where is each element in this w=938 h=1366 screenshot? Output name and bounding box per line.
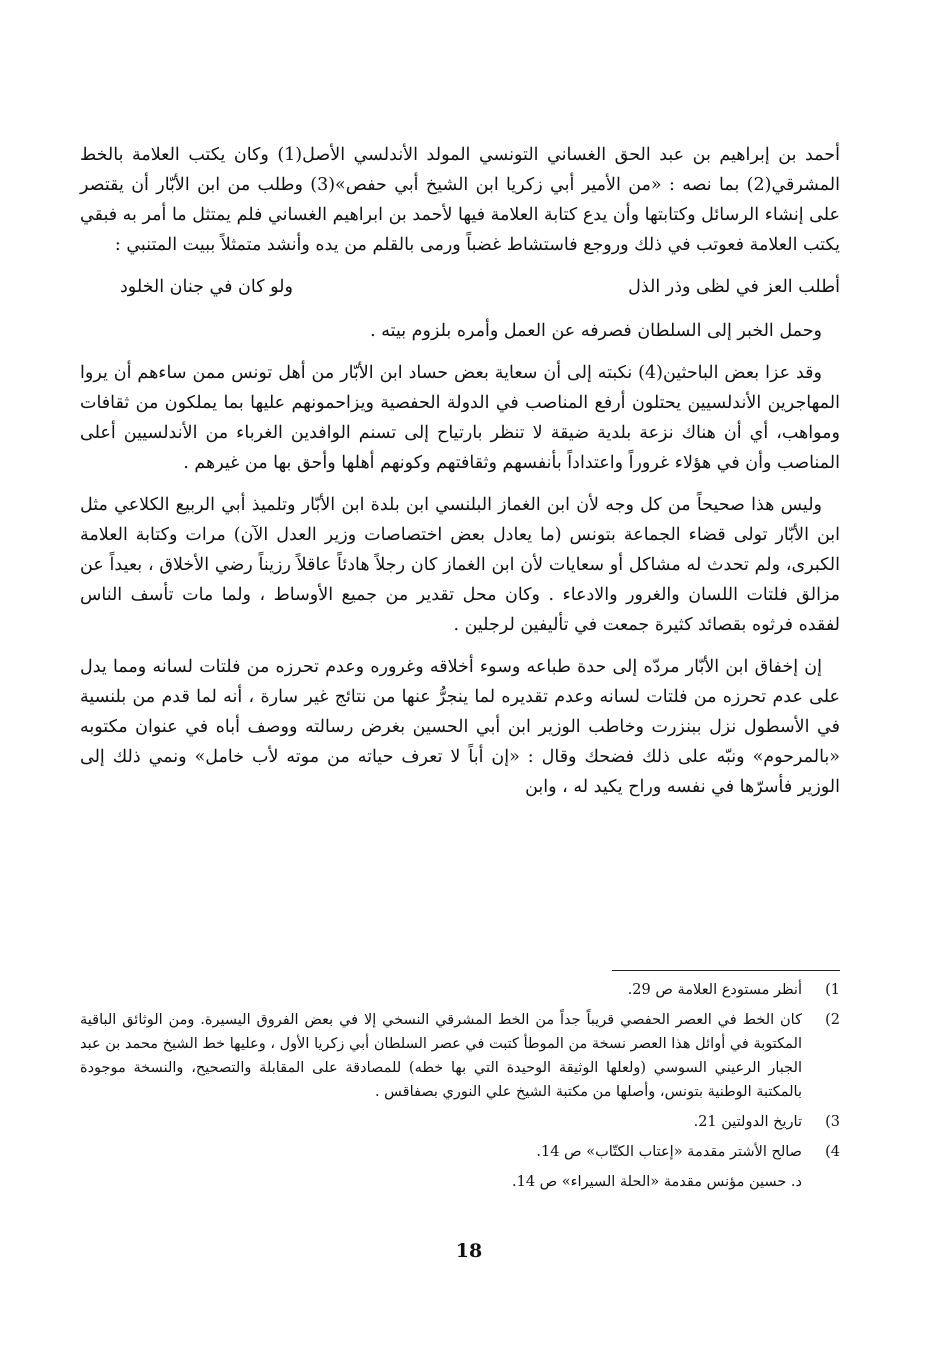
footnote-4-continuation [80,1170,840,1194]
poetry-verse [80,272,840,302]
footnote-number: 1) [825,982,840,998]
footnote-3 [80,1110,840,1134]
verse-second-hemistich: ولو كان في جنان الخلود [120,277,293,297]
footnote-text: د. حسين مؤنس مقدمة «الحلة السيراء» ص 14. [512,1174,802,1190]
footnote-4 [80,1140,840,1164]
paragraph-2: وحمل الخبر إلى السلطان فصرفه عن العمل وأمره بلزوم بيته . [370,321,822,341]
footnote-number: 3) [825,1114,840,1130]
paragraph-5: إن إخفاق ابن الأبّار مردّه إلى حدة طباعه وسوء أخلاقه وغروره وعدم تحرزه من فلتات لسانه ومما يدل على عدم تحرزه من فلتات لسانه وعدم تقديره لما ينجرُّ عنها من نتائج غير سارة ، أنه لما قدم من بلنسية في الأسطول نزل ببنزرت وخاطب الوزير ابن أبي الحسين بغرض رسالته ووصف أباه في عنوان مكتوبه «بالمرحوم» ونبّه على ذلك فضحك وقال : «إن أباً لا تعرف حياته من موته لأب خامل» ونمي ذلك إلى الوزير فأسرّها في نفسه وراح يكيد له ، وابن [80,657,840,797]
footnote-separator [612,970,840,971]
footnotes [80,978,840,1200]
paragraph-3: وقد عزا بعض الباحثين(4) نكبته إلى أن سعاية بعض حساد ابن الأبّار من أهل تونس ممن ساءهم أن يروا المهاجرين الأندلسيين يحتلون أرفع المناصب في الدولة الحفصية ويزاحمونهم عليها بما يملكون من ثقافات ومواهب، أي أن هناك نزعة بلدية ضيقة لا تنظر بارتياح إلى تسنم الوافدين الغرباء من الأندلسيين أعلى المناصب وأن في هؤلاء غروراً واعتداداً بأنفسهم وثقافتهم وكونهم أهلها وأحق بها من غيرهم . [80,363,840,473]
footnote-number: 2) [825,1012,840,1028]
page-number: 18 [455,1240,483,1262]
footnote-2 [80,1008,840,1104]
footnote-text: أنظر مستودع العلامة ص 29. [627,982,802,998]
verse-first-hemistich: أطلب العز في لظى وذر الذل [628,277,840,297]
footnote-text: صالح الأشتر مقدمة «إعتاب الكتّاب» ص 14. [536,1144,802,1160]
footnote-text: تاريخ الدولتين 21. [693,1114,802,1130]
footnote-number: 4) [825,1144,840,1160]
footnote-text: كان الخط في العصر الحفصي قريباً جداً من الخط المشرقي النسخي إلا في بعض الفروق اليسيرة. ومن الوثائق الباقية المكتوبة في أوائل هذا العصر نسخة من الموطأ كتبت في عصر السلطان أبي زكريا الأول ، وعليها خط الشيخ محمد بن عبد الجبار الرعيني السوسي (ولعلها الوثيقة الوحيدة التي بها خطه) للمصادقة على المقابلة والتصحيح، والنسخة موجودة بالمكتبة الوطنية بتونس، وأصلها من مكتبة الشيخ علي النوري بصفاقس . [80,1012,802,1100]
paragraph-1: أحمد بن إبراهيم بن عبد الحق الغساني التونسي المولد الأندلسي الأصل(1) وكان يكتب العلامة بالخط المشرقي(2) بما نصه : «من الأمير أبي زكريا ابن الشيخ أبي حفص»(3) وطلب من ابن الأبّار أن يقتصر على إنشاء الرسائل وكتابتها وأن يدع كتابة العلامة فيها لأحمد بن ابراهيم الغساني فلم يمتثل ما أمر به فبقي يكتب العلامة فعوتب في ذلك وروجع فاستشاط غضباً ورمى بالقلم من يده وأنشد متمثلاً ببيت المتنبي : [80,145,840,255]
main-text [80,140,840,814]
footnote-1 [80,978,840,1002]
paragraph-4: وليس هذا صحيحاً من كل وجه لأن ابن الغماز البلنسي ابن بلدة ابن الأبّار وتلميذ أبي الربيع الكلاعي مثل ابن الأبّار تولى قضاء الجماعة بتونس (ما يعادل بعض اختصاصات وزير العدل الآن) مرات وكتابة العلامة الكبرى، ولم تحدث له مشاكل أو سعايات لأن ابن الغماز كان رجلاً هادئاً عاقلاً رزيناً رضي الأخلاق ، بعيداً عن مزالق فلتات اللسان والغرور والادعاء . وكان محل تقدير من جميع الأوساط ، ولما مات تأسف الناس لفقده فرثوه بقصائد كثيرة جمعت في تأليفين لرجلين . [80,495,840,635]
